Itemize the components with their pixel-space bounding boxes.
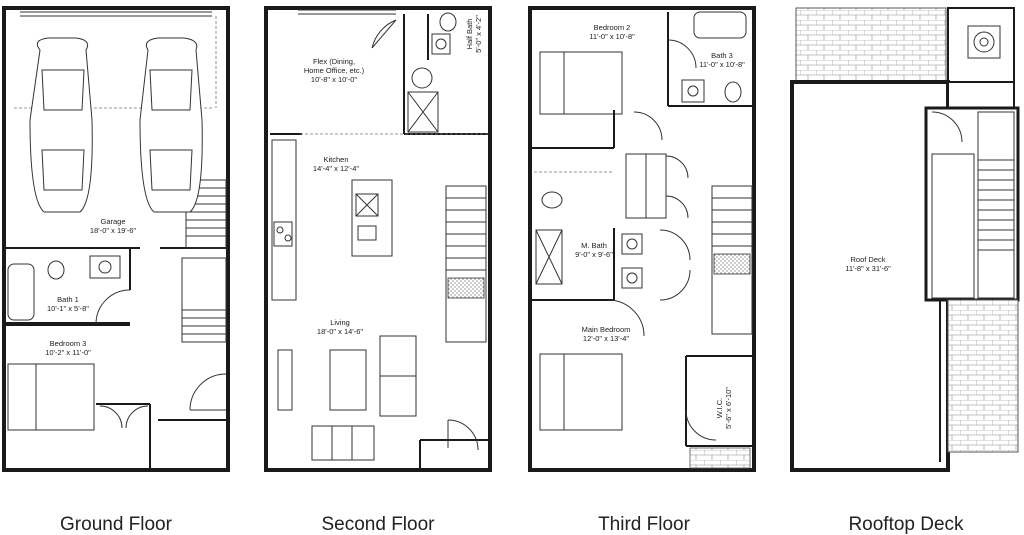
bathtub-icon	[694, 12, 746, 38]
halfbath-dims: 5'-0" x 4'-2"	[474, 15, 483, 53]
bed-icon	[540, 52, 622, 114]
toilet-icon	[48, 261, 64, 279]
garage-dims: 18'-0" x 19'-6"	[89, 226, 137, 235]
sofa-icon	[312, 426, 374, 460]
sink-icon	[90, 256, 120, 278]
toilet-icon	[725, 82, 741, 102]
sink-icon	[274, 222, 292, 246]
kitchen-label: Kitchen	[323, 155, 349, 164]
car-icon	[30, 38, 92, 212]
flex-label-line1: Flex (Dining,	[312, 57, 356, 66]
sink-icon	[622, 234, 642, 254]
mbath-label: M. Bath	[581, 241, 607, 250]
ground-floor-title: Ground Floor	[60, 514, 172, 535]
roofdeck-label: Roof Deck	[850, 255, 886, 264]
mainbedroom-dims: 12'-0" x 13'-4"	[582, 334, 630, 343]
bath3-dims: 11'-0" x 10'-8"	[699, 60, 745, 69]
bath3-label: Bath 3	[711, 51, 733, 60]
bed-icon	[540, 354, 622, 430]
living-label: Living	[330, 318, 350, 327]
wic-dims: 5'-6" x 6'-10"	[724, 387, 733, 429]
second-floor-plan	[266, 8, 490, 470]
sink-icon	[622, 268, 642, 288]
bedroom2-dims: 11'-0" x 10'-8"	[589, 32, 635, 41]
rooftop-deck-plan	[792, 8, 1018, 470]
garage-label: Garage	[100, 217, 126, 226]
hvac-unit-icon	[968, 26, 1000, 58]
sink-icon	[682, 80, 704, 102]
bath1-dims: 10'-1" x 5'-8"	[47, 304, 89, 313]
kitchen-dims: 14'-4" x 12'-4"	[312, 164, 360, 173]
bedroom3-label: Bedroom 3	[49, 339, 87, 348]
flex-label-line2: Home Office, etc.)	[303, 66, 365, 75]
mbath-dims: 9'-0" x 9'-6"	[575, 250, 613, 259]
bed-icon	[8, 364, 94, 430]
toilet-icon	[542, 192, 562, 208]
floor-titles	[60, 514, 964, 535]
kitchen-island	[352, 180, 392, 256]
rooftop-deck-title: Rooftop Deck	[848, 514, 964, 535]
bedroom3-dims: 10'-2" x 11'-0"	[45, 348, 91, 357]
car-icon	[140, 38, 202, 212]
halfbath-label: Half Bath	[465, 18, 474, 50]
third-floor-title: Third Floor	[598, 514, 690, 535]
toilet-icon	[440, 13, 456, 31]
living-dims: 18'-0" x 14'-6"	[316, 327, 364, 336]
flex-dims: 10'-8" x 10'-0"	[310, 75, 358, 84]
ground-floor-plan	[4, 8, 228, 470]
bath1-label: Bath 1	[57, 295, 79, 304]
sink-icon	[432, 34, 450, 54]
bedroom2-label: Bedroom 2	[593, 23, 631, 32]
mainbedroom-label: Main Bedroom	[581, 325, 631, 334]
wic-label: W.I.C.	[715, 397, 724, 419]
bathtub-icon	[8, 264, 34, 320]
roofdeck-dims: 11'-8" x 31'-6"	[845, 264, 891, 273]
second-floor-title: Second Floor	[321, 514, 435, 535]
